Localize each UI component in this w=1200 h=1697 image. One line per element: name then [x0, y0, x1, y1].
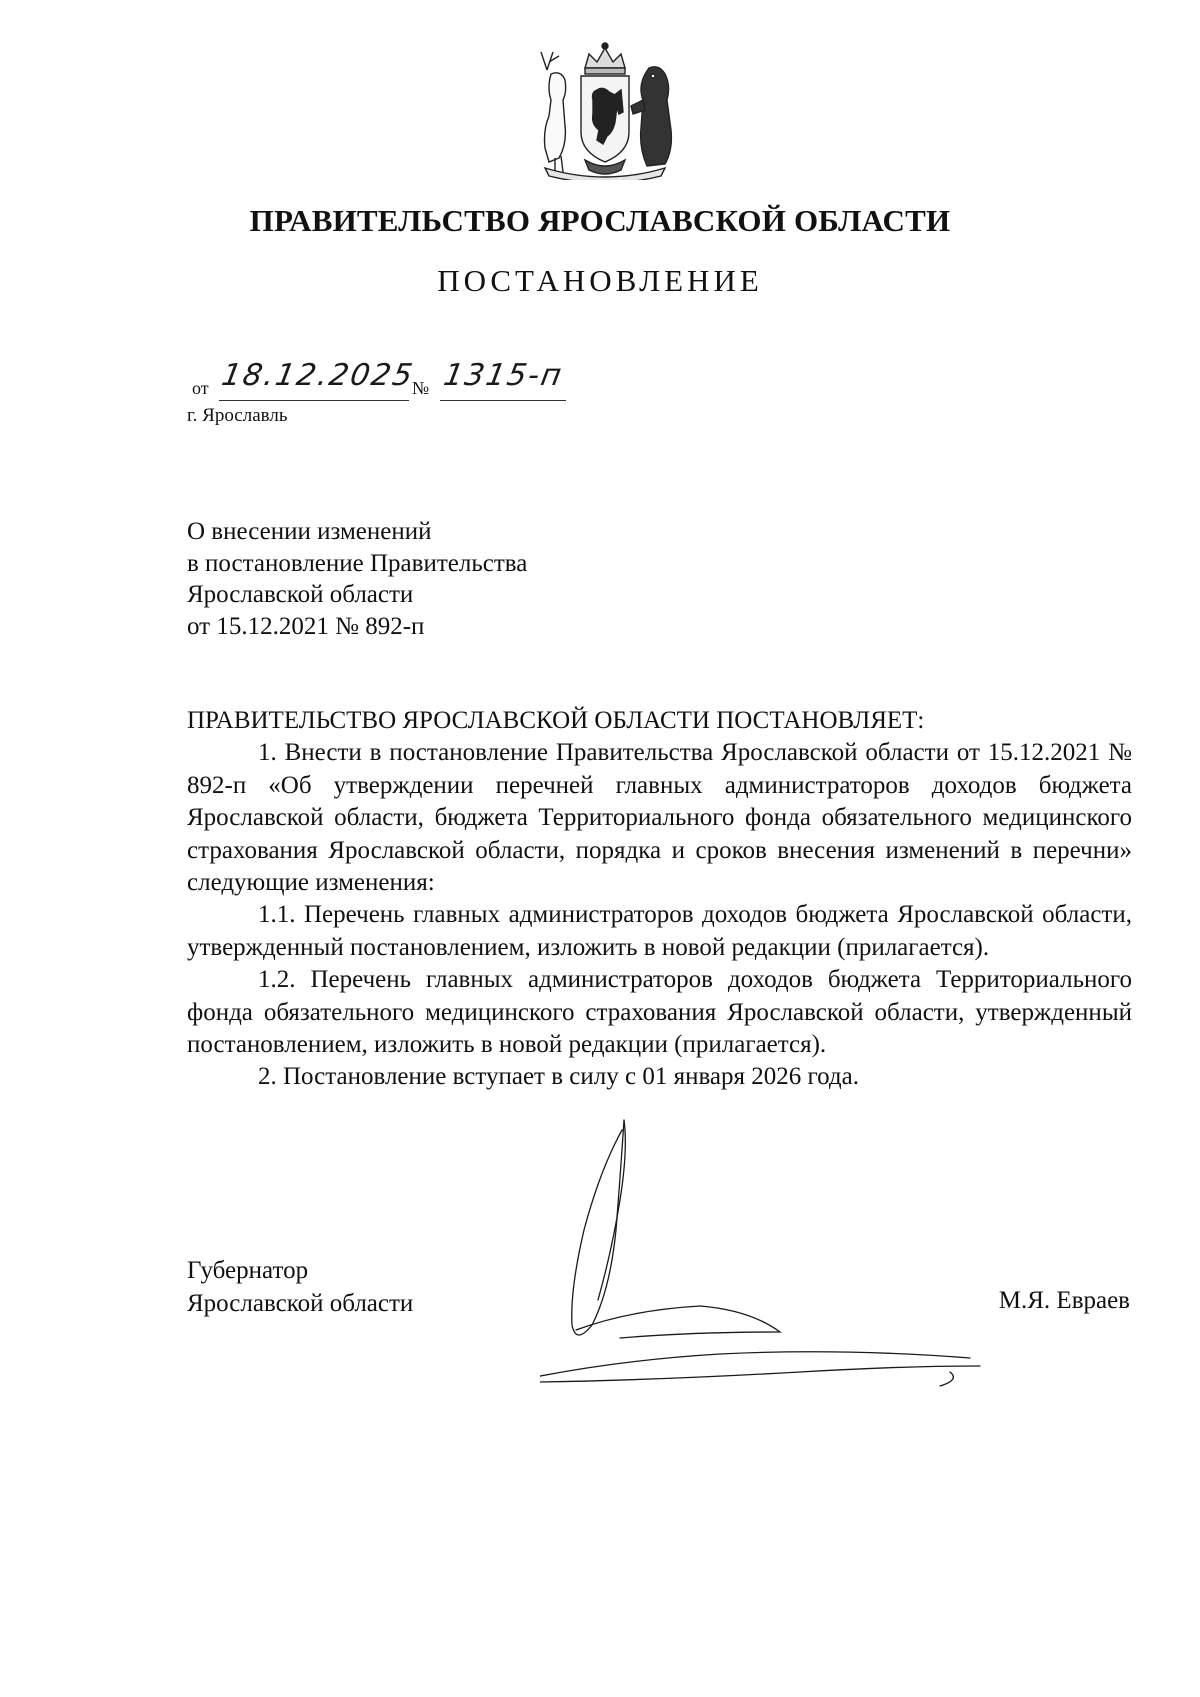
number-label: №: [412, 378, 430, 398]
number-underline: [440, 400, 566, 401]
registration-line: [192, 358, 592, 408]
handwritten-signature: [540, 1110, 1040, 1410]
signer-position-line: Ярославской области: [187, 1290, 414, 1317]
coat-of-arms-emblem: [525, 40, 685, 180]
document-subject: [187, 516, 527, 642]
subject-line: от 15.12.2021 № 892-п: [187, 612, 425, 640]
handwritten-date: 18.12.2025: [218, 358, 417, 393]
resolution-paragraph: 2. Постановление вступает в силу с 01 января 2026 года.: [258, 1063, 860, 1091]
signer-position: [187, 1254, 413, 1320]
resolution-heading: ПРАВИТЕЛЬСТВО ЯРОСЛАВСКОЙ ОБЛАСТИ ПОСТАНОВЛЯЕТ:: [187, 707, 925, 734]
subject-line: Ярославской области: [187, 581, 414, 608]
signer-position-line: Губернатор: [187, 1257, 309, 1284]
date-label: от: [192, 378, 209, 398]
resolution-paragraph: 1.1. Перечень главных администраторов доходов бюджета Ярославской области, утвержденный постановлением, изложить в новой редакции (прилагается).: [187, 901, 1132, 961]
resolution-paragraph: 1.2. Перечень главных администраторов доходов бюджета Территориального фонда обязательного медицинского страхования Ярославской области, утвержденный постановлением, изложить в новой редакции (прилагается).: [187, 966, 1132, 1059]
signer-name: М.Я. Евраев: [998, 1287, 1130, 1314]
resolution-paragraph: 1. Внести в постановление Правительства Ярославской области от 15.12.2021 № 892-п «Об утверждении перечней главных администраторов доходов бюджета Ярославской области, бюджета Территориального фонда обязательного медицинского страхования Ярославской области, порядка и сроков внесения изменений в перечни» следующие изменения:: [187, 739, 1132, 897]
handwritten-number: 1315-п: [440, 358, 566, 393]
resolution-body: [187, 705, 1132, 1094]
subject-line: в постановление Правительства: [187, 549, 528, 577]
subject-line: О внесении изменений: [187, 518, 432, 545]
organization-title: ПРАВИТЕЛЬСТВО ЯРОСЛАВСКОЙ ОБЛАСТИ: [249, 203, 951, 238]
city-label: г. Ярославль: [187, 405, 288, 426]
document-type-title: ПОСТАНОВЛЕНИЕ: [437, 263, 763, 298]
date-underline: [219, 400, 409, 401]
